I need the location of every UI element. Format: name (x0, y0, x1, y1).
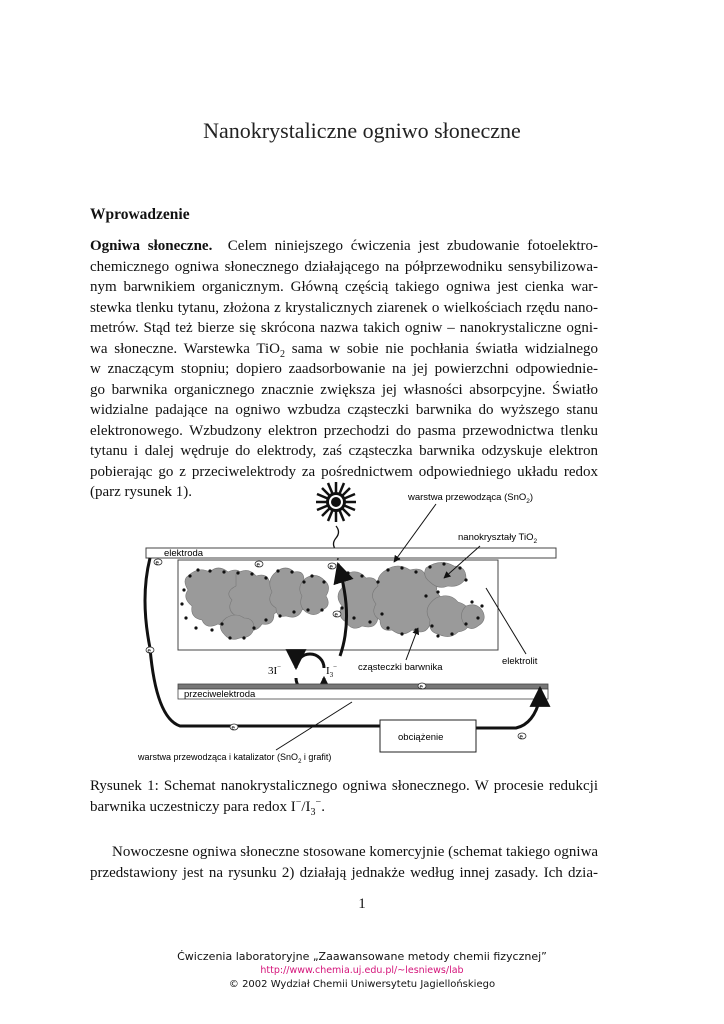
redox-left-label: 3I− (268, 663, 282, 677)
paragraph-modern-cells (90, 842, 598, 883)
label-electrolyte: elektrolit (502, 656, 538, 667)
svg-text:e: e (419, 684, 423, 691)
redox-cycle-arrow (296, 654, 324, 668)
paragraph-line: wa słoneczne. Warstewka TiO$_2$ sama w sobie nie pochłania światła widzialnego (90, 340, 599, 360)
electron-marker (230, 724, 238, 732)
paragraph-line: nym barwnikiem organicznym. Główną częścią takiego ogniwa jest cienka war- (90, 279, 598, 295)
paragraph-intro (90, 236, 598, 503)
paragraph-line: przedstawiony jest na rysunku 2) działają jednakże według innej zasady. Ich dzia- (90, 864, 598, 881)
svg-text:e: e (329, 564, 333, 571)
footer-url-link[interactable]: http://www.chemia.uj.edu.pl/~lesniews/lab (260, 965, 464, 976)
diagram-svg (126, 478, 566, 768)
paragraph-line: w znaczącym stopniu; dopiero zaadsorbowanie na jej powierzchni odpowiednie- (90, 361, 598, 377)
electrode-bar (146, 548, 556, 558)
figure-solar-cell-diagram (126, 478, 566, 768)
label-catalyst-layer: warstwa przewodząca i katalizator (SnO$_2$ i grafit) (138, 752, 332, 765)
paragraph-line: tytanu i dalej wędruje do elektrody, zaś cząsteczka barwnika odzyskuje elektron (90, 443, 598, 459)
footer-copyright: © 2002 Wydział Chemii Uniwersytetu Jagiellońskiego (228, 979, 496, 990)
electron-marker (154, 559, 162, 567)
label-counter-electrode: przeciwelektroda (184, 689, 256, 700)
sun-icon (316, 482, 356, 522)
footer-course-title: Ćwiczenia laboratoryjne „Zaawansowane metody chemii fizycznej” (177, 950, 547, 963)
redox-right-label: $I_3^-$ (326, 663, 338, 679)
paragraph-line: (parz rysunek 1). (90, 484, 193, 500)
svg-text:e: e (519, 734, 523, 741)
electron-marker (146, 647, 154, 655)
page-footer (0, 950, 724, 992)
svg-text:e: e (256, 562, 260, 569)
electron-marker (518, 733, 526, 741)
svg-text:e: e (231, 725, 235, 732)
paragraph-line: chemicznego ogniwa słonecznego działającego na półprzewodniku sensybilizowa- (90, 258, 598, 275)
paragraph-line: Ogniwa słoneczne. Celem niniejszego ćwiczenia jest zbudowanie fotoelektro- (90, 238, 598, 254)
label-dye-molecules: cząsteczki barwnika (358, 662, 443, 673)
paragraph-line: elektronowego. Wzbudzony elektron przechodzi do pasma przewodnictwa tlenku (90, 422, 598, 439)
svg-text:e: e (155, 560, 159, 567)
paragraph-line: Nowoczesne ogniwa słoneczne stosowane komercyjnie (schemat takiego ogniwa (112, 844, 599, 860)
svg-text:e: e (147, 648, 151, 655)
page-title: Nanokrystaliczne ogniwo słoneczne (203, 118, 521, 143)
paragraph-line: go barwnika organicznego znacznie zwiększa jej własności absorpcyjne. Światło (90, 381, 598, 398)
paragraph-line: pobierając go z przeciwelektrody za pośrednictwem odpowiedniego układu redox (90, 463, 598, 480)
label-electrode: elektroda (164, 548, 204, 559)
label-conductive-layer: warstwa przewodząca (SnO$_2$) (408, 492, 534, 505)
paragraph-line: stewka tlenku tytanu, złożona z krystalicznych ziarenek o wielkościach rzędu nano- (90, 299, 598, 316)
page-number: 1 (358, 896, 366, 912)
paragraph-line: metrów. Stąd też bierze się skrócona nazwa takich ogniw – nanokrystaliczne ogni- (90, 320, 598, 336)
section-heading: Wprowadzenie (90, 206, 190, 223)
paragraph-line: widzialne padające na ogniwo wzbudza cząsteczki barwnika do wyższego stanu (90, 402, 598, 418)
figure-caption: Rysunek 1: Schemat nanokrystalicznego ogniwa słonecznego. W procesie redukcji barwnika uczestniczy para redox $I^-/I_3^-$. (90, 778, 598, 818)
paragraph-lead: Ogniwa słoneczne. (90, 238, 213, 254)
label-load: obciążenie (398, 732, 444, 743)
label-nanocrystals: nanokryształy TiO$_2$ (458, 532, 538, 545)
svg-text:e: e (334, 612, 338, 619)
